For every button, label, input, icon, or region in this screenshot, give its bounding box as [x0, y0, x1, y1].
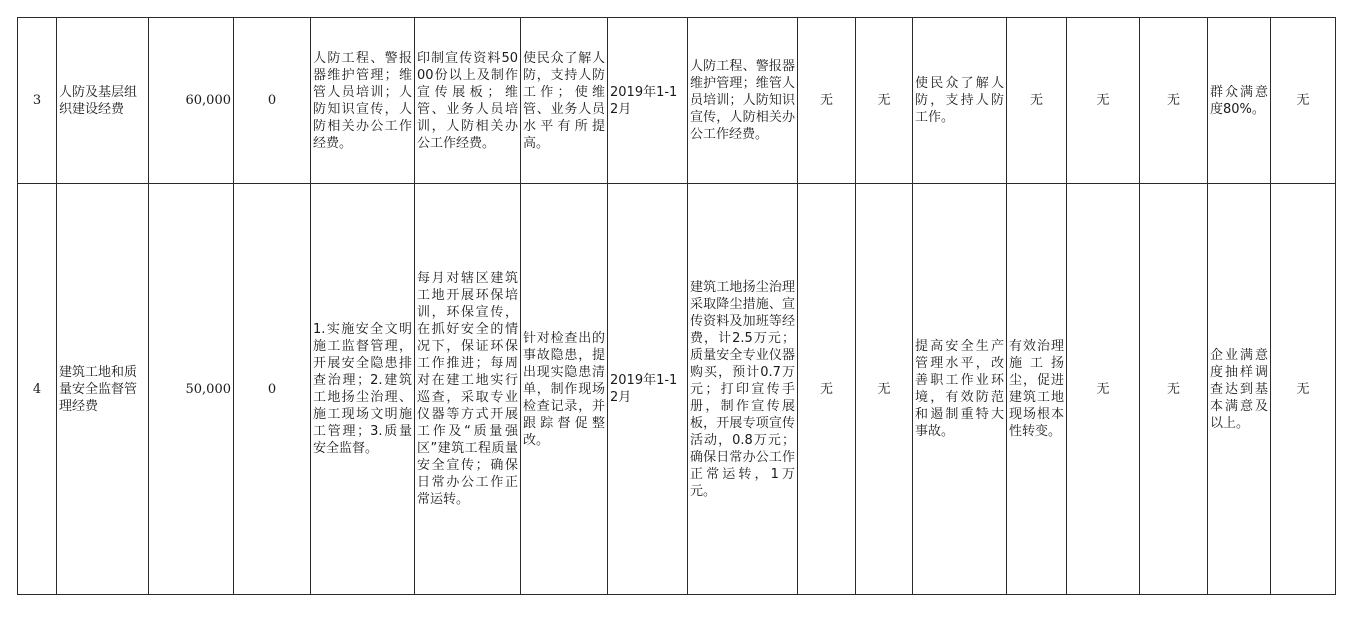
- indicator-cell: 无: [1271, 184, 1336, 595]
- indicator-cell: 无: [1140, 18, 1208, 184]
- content-cell: 人防工程、警报器维护管理；维管人员培训；人防知识宣传，人防相关办公工作经费。: [311, 18, 415, 184]
- indicator-cell: 无: [856, 184, 913, 595]
- indicator-cell: 无: [1271, 18, 1336, 184]
- satisfaction-cell: 群众满意 度80%。: [1208, 18, 1271, 184]
- goal-cell: 使民众了解人防，支持人防工作；使维管、业务人员水平有所提高。: [521, 18, 608, 184]
- row-number-cell: 4: [18, 184, 57, 595]
- detail-cell: 人防工程、警报器维护管理；维管人员培训；人防知识宣传，人防相关办公工作经费。: [688, 18, 798, 184]
- period-cell: 2019年1-12月: [608, 184, 688, 595]
- measures-cell: 每月对辖区建筑工地开展环保培训，环保宣传，在抓好安全的情况下，保证环保工作推进；每周对在建工地实行巡查，采取专业仪器等方式开展工作及“质量强区”建筑工程质量安全宣传；确保日常办公工作正常运转。: [415, 184, 521, 595]
- indicator-cell: 无: [856, 18, 913, 184]
- indicator-cell: 无: [798, 184, 856, 595]
- indicator-cell: 无: [1007, 18, 1067, 184]
- budget-table: [17, 17, 1336, 595]
- indicator-cell: 无: [1140, 184, 1208, 595]
- effect-cell: 有效治理施工扬尘，促进建筑工地现场根本性转变。: [1007, 184, 1067, 595]
- row-number-cell: 3: [18, 18, 57, 184]
- benefit-cell: 提高安全生产管理水平，改善职工作业环境，有效防范和遏制重特大事故。: [913, 184, 1007, 595]
- content-cell: 1.实施安全文明施工监督管理，开展安全隐患排查治理；2.建筑工地扬尘治理、施工现场文明施工管理；3.质量安全监督。: [311, 184, 415, 595]
- indicator-cell: 无: [1067, 184, 1140, 595]
- satisfaction-cell: 企业满意度抽样调查达到基本满意及以上。: [1208, 184, 1271, 595]
- measures-cell: 印制宣传资料5000份以上及制作宣传展板；维管、业务人员培训，人防相关办公工作经费。: [415, 18, 521, 184]
- period-cell: 2019年1-12月: [608, 18, 688, 184]
- project-name-cell: 建筑工地和质量安全监督管理经费: [57, 184, 149, 595]
- other-funds-cell: 0: [234, 184, 311, 595]
- goal-cell: 针对检查出的事故隐患，提出现实隐患清单，制作现场检查记录，并跟踪督促整改。: [521, 184, 608, 595]
- amount-cell: 60,000: [149, 18, 234, 184]
- table-row: [18, 184, 1336, 595]
- project-name-cell: 人防及基层组织建设经费: [57, 18, 149, 184]
- detail-cell: 建筑工地扬尘治理采取降尘措施、宣传资料及加班等经费，计2.5万元；质量安全专业仪器购买，预计0.7万元；打印宣传手册，制作宣传展板，开展专项宣传活动，0.8万元；确保日常办公工作正常运转，1万元。: [688, 184, 798, 595]
- indicator-cell: 无: [798, 18, 856, 184]
- table-row: [18, 18, 1336, 184]
- other-funds-cell: 0: [234, 18, 311, 184]
- amount-cell: 50,000: [149, 184, 234, 595]
- indicator-cell: 无: [1067, 18, 1140, 184]
- benefit-cell: 使民众了解人防，支持人防工作。: [913, 18, 1007, 184]
